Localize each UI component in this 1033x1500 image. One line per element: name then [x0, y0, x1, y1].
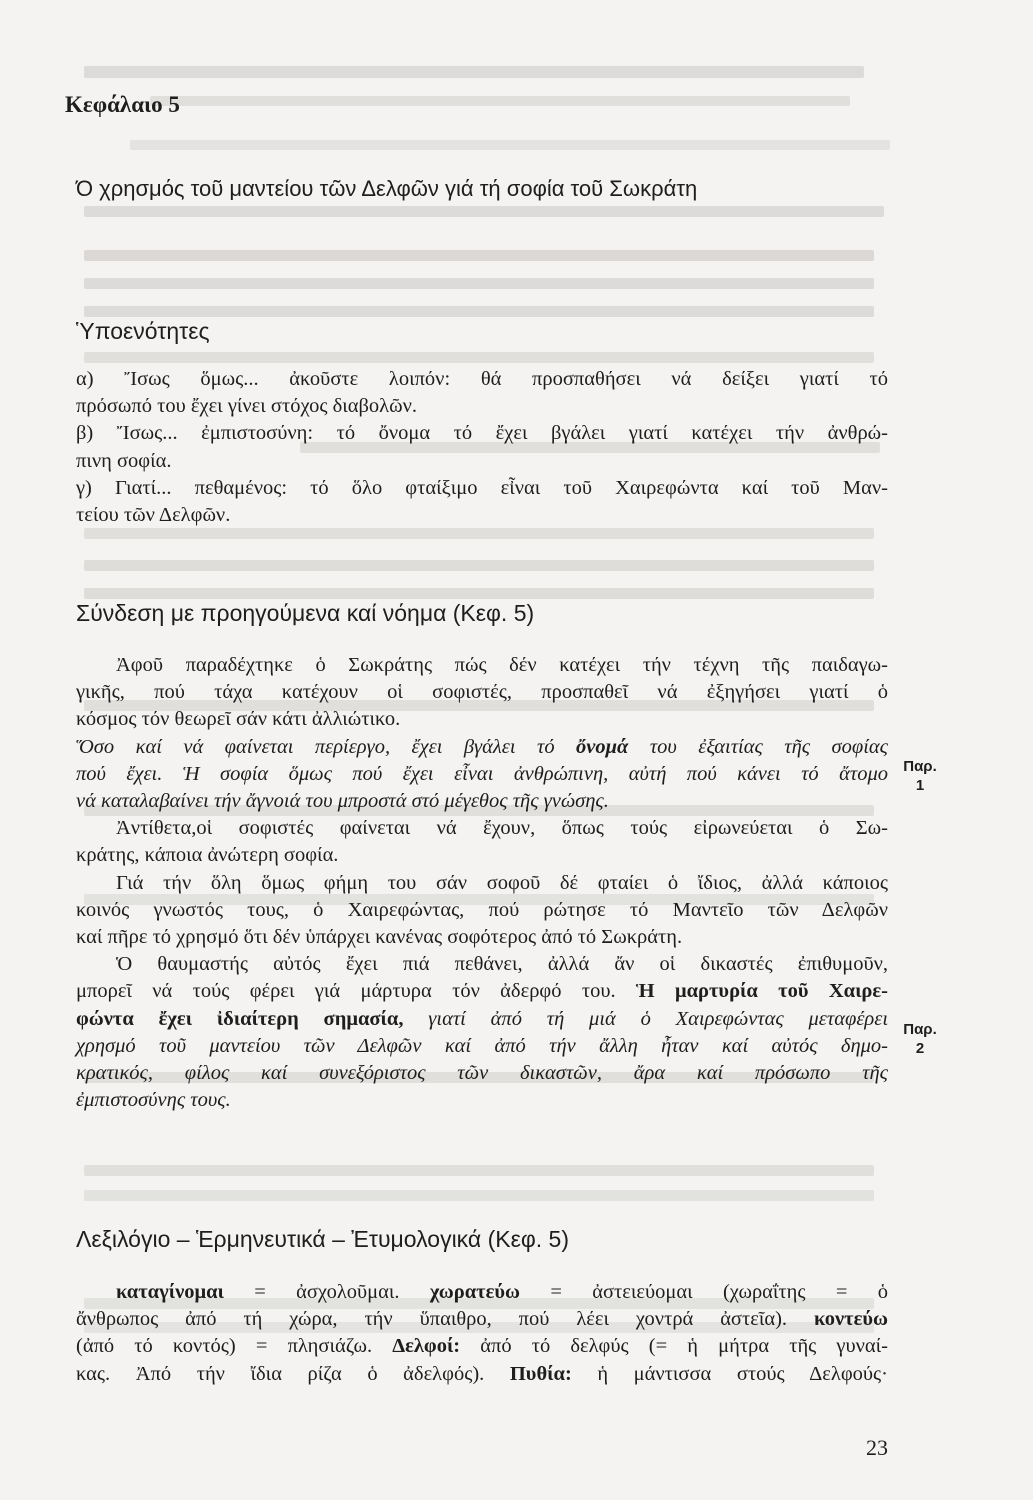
paragraph-line: πού ἔχει. Ἡ σοφία ὅμως πού ἔχει εἶναι ἀνθρώπινη, αὐτή πού κάνει τό ἄτομο — [76, 762, 888, 785]
paragraph-line: Ἀφοῦ παραδέχτηκε ὁ Σωκράτης πώς δέν κατέχει τήν τέχνη τῆς παιδαγω- — [116, 654, 888, 676]
margin-note-par-1 — [898, 757, 942, 795]
subsections-list — [76, 366, 888, 529]
meaning-text — [76, 652, 888, 1114]
glossary-term: κοντεύω — [813, 1308, 888, 1331]
glossary-term: Πυθία: — [509, 1362, 572, 1385]
subsection-line: πρόσωπό του ἔχει γίνει στόχος διαβολῶν. — [76, 395, 418, 418]
paragraph-line: κράτης, κάποια ἀνώτερη σοφία. — [76, 844, 339, 867]
italic-text: γιατί ἀπό τή μιά ὁ Χαιρεφώντας μεταφέρει — [428, 1007, 889, 1030]
glossary-def: = ἀστειεύομαι (χωραΐτης = ὁ — [520, 1281, 889, 1303]
glossary-def: ἄνθρωπος ἀπό τή χώρα, τήν ὕπαιθρο, πού λέει χοντρά ἀστεῖα). — [76, 1308, 814, 1331]
emphasis-martyria: Ἡ μαρτυρία τοῦ Χαιρε- — [635, 980, 888, 1003]
glossary-term: καταγίνομαι — [116, 1281, 224, 1303]
section-title-lexilogio: Λεξιλόγιο – Ἑρμηνευτικά – Ἐτυμολογικά (Κεφ. 5) — [76, 1226, 569, 1252]
paragraph-line — [76, 978, 888, 1005]
glossary-line — [76, 1361, 888, 1388]
glossary-def: (ἀπό τό κοντός) = πλησιάζω. — [76, 1335, 393, 1358]
emphasis-simasia: φώντα ἔχει ἰδιαίτερη σημασία, — [76, 1007, 404, 1030]
paragraph-line: κρατικός, φίλος καί συνεξόριστος τῶν δικαστῶν, ἄρα καί πρόσωπο τῆς — [76, 1062, 888, 1085]
paragraph-line: κοινός γνωστός τους, ὁ Χαιρεφώντας, πού ρώτησε τό Μαντεῖο τῶν Δελφῶν — [76, 898, 888, 921]
glossary-def: = ἀσχολοῦμαι. — [223, 1281, 430, 1303]
subsection-line: πινη σοφία. — [76, 449, 172, 472]
paragraph-line: Γιά τήν ὅλη ὅμως φήμη του σάν σοφοῦ δέ φταίει ὁ ἴδιος, ἀλλά κάποιος — [116, 871, 888, 894]
section-title-syndesi: Σύνδεση με προηγούμενα καί νόημα (Κεφ. 5) — [76, 600, 535, 626]
page-number: 23 — [866, 1435, 888, 1460]
paragraph-line: Ἀντίθετα,οἱ σοφιστές φαίνεται νά ἔχουν, ὅπως τούς εἰρωνεύεται ὁ Σω- — [116, 817, 888, 840]
paragraph-line-key-point — [76, 734, 888, 761]
margin-note-label: Παρ. — [903, 758, 937, 775]
subsection-line: τείου τῶν Δελφῶν. — [76, 504, 231, 527]
glossary-text — [76, 1279, 888, 1388]
plain-text: μπορεῖ νά τούς φέρει γιά μάρτυρα τόν ἀδερφό του. — [76, 980, 616, 1003]
paragraph-line — [76, 1006, 888, 1033]
glossary-line — [76, 1306, 888, 1333]
section-title-hypoenotites: Ὑποενότητες — [76, 318, 210, 344]
glossary-line — [76, 1333, 888, 1360]
glossary-def: ἀπό τό δελφύς (= ἡ μήτρα τῆς γυναί- — [460, 1335, 888, 1358]
chapter-heading: Κεφάλαιο 5 — [65, 92, 180, 117]
emphasis-onoma: ὄνομά — [576, 735, 629, 758]
margin-note-label: Παρ. — [903, 1021, 937, 1038]
paragraph-line: ἐμπιστοσύνης τους. — [76, 1089, 231, 1112]
paragraph-line: Ὁ θαυμαστής αὐτός ἔχει πιά πεθάνει, ἀλλά ἄν οἱ δικαστές ἐπιθυμοῦν, — [116, 953, 888, 976]
paragraph-line: νά καταλαβαίνει τήν ἄγνοιά του μπροστά στό μέγεθος τῆς γνώσης. — [76, 790, 609, 813]
chapter-subtitle: Ό χρησμός τοῦ μαντείου τῶν Δελφῶν γιά τή σοφία τοῦ Σωκράτη — [76, 176, 698, 201]
subsection-line: γ) Γιατί... πεθαμένος: τό ὅλο φταίξιμο εἶναι τοῦ Χαιρεφώντα καί τοῦ Μαν- — [76, 476, 888, 499]
paragraph-line: κόσμος τόν θεωρεῖ σάν κάτι ἀλλιώτικο. — [76, 708, 401, 731]
subsection-line: α) Ἴσως ὅμως... ἀκοῦστε λοιπόν: θά προσπαθήσει νά δείξει γιατί τό — [76, 368, 888, 390]
glossary-term: Δελφοί: — [392, 1335, 461, 1358]
glossary-def: κας. Ἀπό τήν ἴδια ρίζα ὁ ἀδελφός). — [76, 1362, 510, 1385]
margin-note-number: 2 — [915, 1040, 925, 1057]
key-point-text: του ἐξαιτίας τῆς σοφίας — [649, 735, 889, 758]
subsection-line: β) Ἴσως... ἐμπιστοσύνη: τό ὄνομα τό ἔχει βγάλει γιατί κατέχει τήν ἀνθρώ- — [76, 422, 888, 445]
glossary-line — [76, 1279, 888, 1306]
paragraph-line: καί πῆρε τό χρησμό ὅτι δέν ὑπάρχει κανένας σοφότερος ἀπό τό Σωκράτη. — [76, 926, 683, 949]
margin-note-number: 1 — [915, 777, 925, 794]
key-point-text: Ὅσο καί νά φαίνεται περίεργο, ἔχει βγάλει τό — [76, 735, 555, 758]
paragraph-line: γικῆς, πού τάχα κατέχουν οἱ σοφιστές, προσπαθεῖ νά ἐξηγήσει γιατί ὁ — [76, 681, 888, 704]
paragraph-line: χρησμό τοῦ μαντείου τῶν Δελφῶν καί ἀπό τήν ἄλλη ἦταν καί αὐτός δημο- — [76, 1034, 888, 1057]
glossary-term: χωρατεύω — [429, 1281, 520, 1303]
glossary-def: ἡ μάντισσα στούς Δελφούς· — [571, 1362, 889, 1385]
margin-note-par-2 — [898, 1020, 942, 1058]
